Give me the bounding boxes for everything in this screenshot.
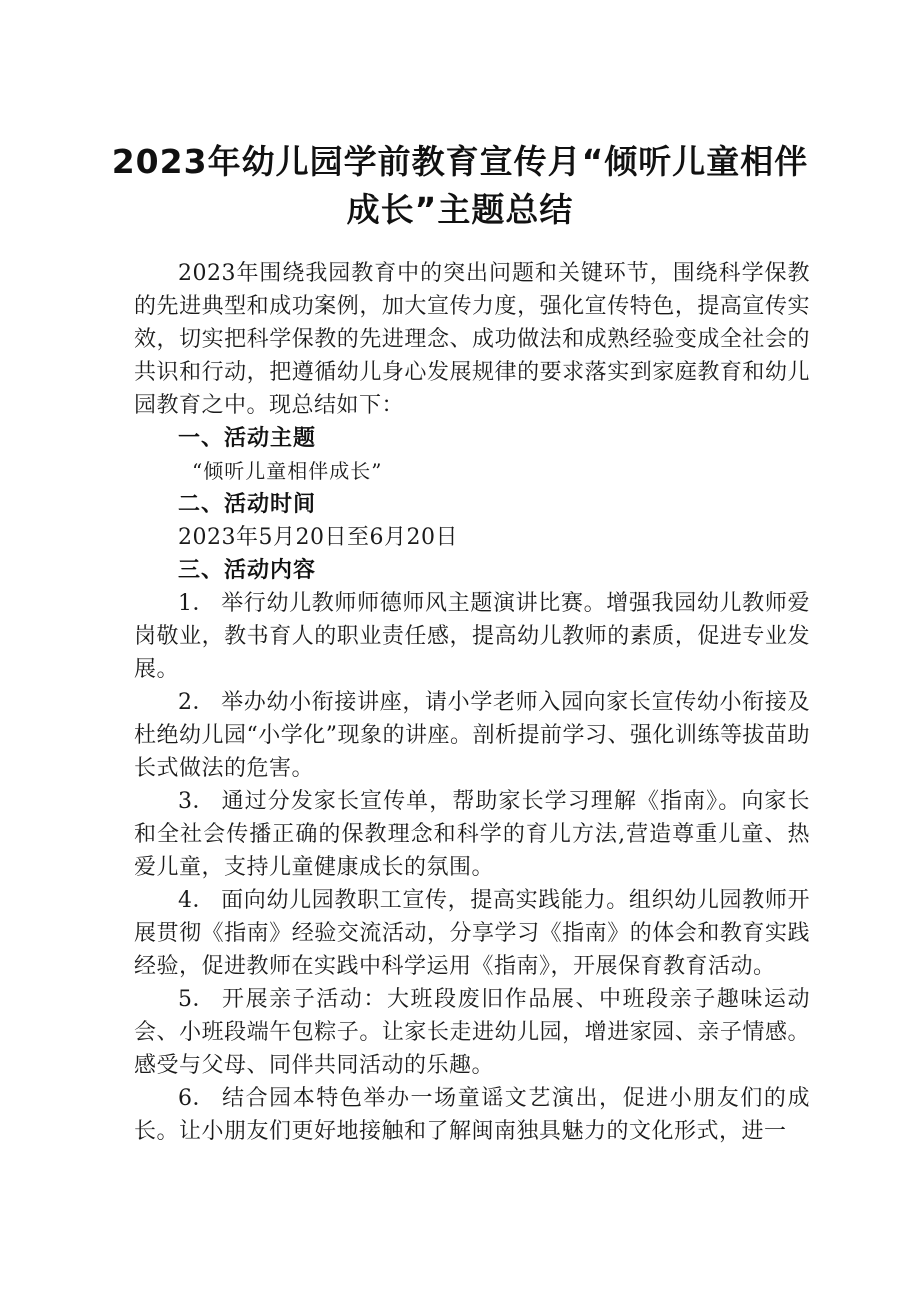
- content-item-5: [134, 983, 810, 1082]
- document-title-line-2: 成长”主题总结: [346, 190, 574, 229]
- item-number: 4．: [178, 888, 215, 913]
- item-number: 5．: [178, 987, 215, 1012]
- item-number: 2．: [178, 690, 215, 715]
- document-body: [134, 257, 810, 1148]
- item-number: 1．: [178, 591, 215, 616]
- section-heading-theme: 一、活动主题: [178, 426, 317, 451]
- item-text: 结合园本特色举办一场童谣文艺演出，促进小朋友们的成长。让小朋友们更好地接触和了解闽南独具魅力的文化形式，进一: [134, 1086, 810, 1144]
- section-heading-content: 三、活动内容: [178, 558, 317, 583]
- item-text: 通过分发家长宣传单，帮助家长学习理解《指南》。向家长和全社会传播正确的保教理念和科学的育儿方法,营造尊重儿童、热爱儿童，支持儿童健康成长的氛围。: [134, 789, 810, 880]
- content-item-1: [134, 587, 810, 686]
- intro-paragraph: 2023年围绕我园教育中的突出问题和关键环节，围绕科学保教的先进典型和成功案例，加大宣传力度，强化宣传特色，提高宣传实效，切实把科学保教的先进理念、成功做法和成熟经验变成全社会的共识和行动，把遵循幼儿身心发展规律的要求落实到家庭教育和幼儿园教育之中。现总结如下：: [134, 261, 810, 418]
- item-text: 面向幼儿园教职工宣传，提高实践能力。组织幼儿园教师开展贯彻《指南》经验交流活动，分享学习《指南》的体会和教育实践经验，促进教师在实践中科学运用《指南》，开展保育教育活动。: [134, 888, 810, 979]
- content-item-6: [134, 1082, 810, 1148]
- section-text-time: 2023年5月20日至6月20日: [178, 525, 458, 550]
- item-number: 3．: [178, 789, 215, 814]
- document-title-line-1: 2023年幼儿园学前教育宣传月“倾听儿童相伴: [111, 142, 809, 181]
- content-item-3: [134, 785, 810, 884]
- item-number: 6．: [178, 1086, 215, 1111]
- content-item-2: [134, 686, 810, 785]
- content-item-4: [134, 884, 810, 983]
- section-heading-time: 二、活动时间: [178, 492, 317, 517]
- item-text: 开展亲子活动：大班段废旧作品展、中班段亲子趣味运动会、小班段端午包粽子。让家长走进幼儿园，增进家园、亲子情感。感受与父母、同伴共同活动的乐趣。: [134, 987, 810, 1078]
- item-text: 举办幼小衔接讲座，请小学老师入园向家长宣传幼小衔接及杜绝幼儿园“小学化”现象的讲座。剖析提前学习、强化训练等拔苗助长式做法的危害。: [134, 690, 810, 781]
- section-text-theme: “倾听儿童相伴成长”: [192, 459, 383, 483]
- item-text: 举行幼儿教师师德师风主题演讲比赛。增强我园幼儿教师爱岗敬业，教书育人的职业责任感，提高幼儿教师的素质，促进专业发展。: [134, 591, 810, 682]
